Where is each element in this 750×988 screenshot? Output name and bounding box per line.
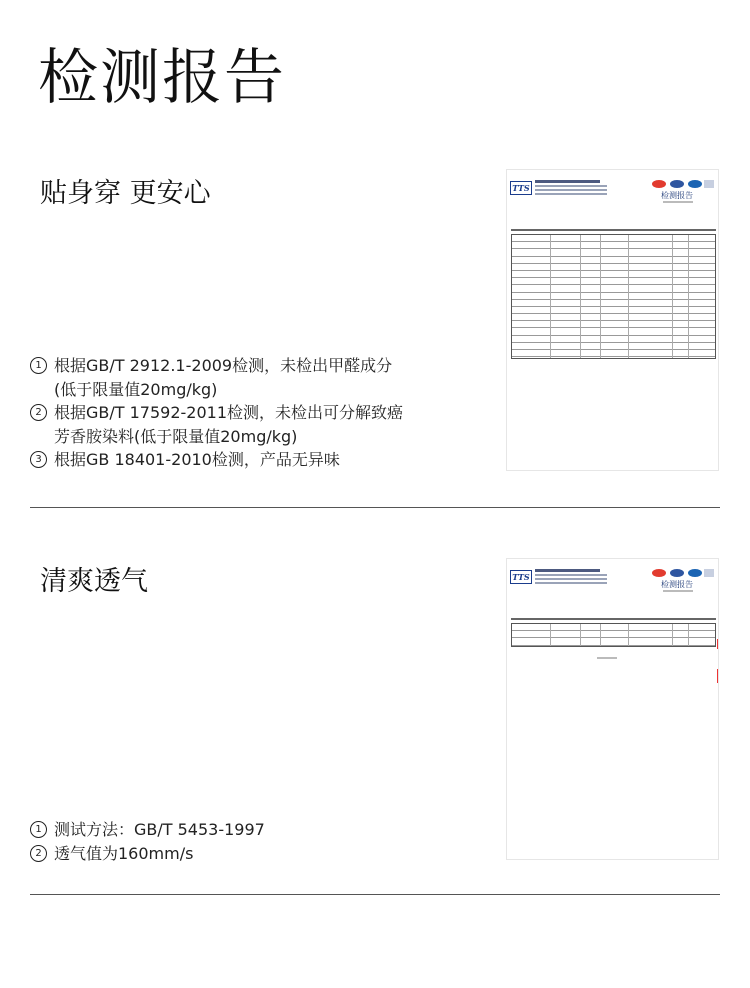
report-table (511, 623, 716, 647)
list-item (30, 401, 403, 448)
list-item-text: 根据GB 18401-2010检测，产品无异味 (54, 450, 340, 469)
circled-number-icon: 3 (30, 451, 47, 468)
certification-badges-icon (652, 568, 716, 580)
section-title-safety: 贴身穿 更安心 (40, 178, 211, 209)
tts-logo: TTS (510, 181, 532, 195)
circled-number-icon: 1 (30, 821, 47, 838)
list-item-text-cont: (低于限量值20mg/kg) (54, 379, 218, 399)
org-name-lines (535, 569, 607, 586)
list-item-text: 透气值为160mm/s (54, 843, 194, 863)
report-heading: 检测报告 (661, 191, 693, 200)
report-table (511, 234, 716, 359)
page-title: 检测报告 (38, 43, 286, 113)
certification-badges-icon (652, 179, 716, 191)
safety-test-list (30, 354, 403, 472)
list-item-text-cont: 芳香胺染料(低于限量值20mg/kg) (54, 426, 298, 446)
section-title-breathable: 清爽透气 (40, 566, 148, 597)
report-heading: 检测报告 (661, 580, 693, 589)
test-report-image-2 (506, 558, 719, 860)
list-item-text: 根据GB/T 17592-2011检测，未检出可分解致癌 (54, 403, 404, 422)
breathability-test-list (30, 818, 265, 865)
org-name-lines (535, 180, 607, 197)
section-divider (30, 894, 720, 895)
circled-number-icon: 1 (30, 357, 47, 374)
tts-logo: TTS (510, 570, 532, 584)
list-item (30, 842, 265, 866)
list-item (30, 818, 265, 842)
circled-number-icon: 2 (30, 404, 47, 421)
list-item (30, 448, 403, 472)
circled-number-icon: 2 (30, 845, 47, 862)
test-report-image-1 (506, 169, 719, 471)
section-divider (30, 507, 720, 508)
list-item (30, 354, 403, 401)
list-item-text: 测试方法：GB/T 5453-1997 (54, 820, 265, 839)
list-item-text: 根据GB/T 2912.1-2009检测，未检出甲醛成分 (54, 356, 393, 375)
